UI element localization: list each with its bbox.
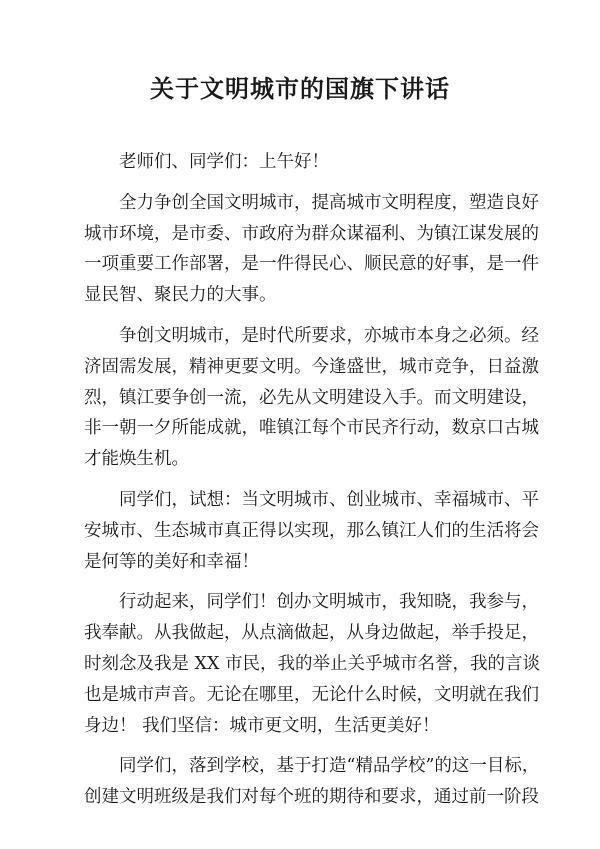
text-line: 济固需发展，精神更要文明。今逢盛世，城市竞争，日益激 bbox=[84, 356, 539, 377]
text-line: 一项重要工作部署，是一件得民心、顺民意的好事，是一件 bbox=[84, 254, 539, 275]
paragraph-3 bbox=[84, 485, 539, 577]
text-line: 争创文明城市，是时代所要求，亦城市本身之必须。经 bbox=[119, 325, 539, 346]
document-title: 关于文明城市的国旗下讲话 bbox=[150, 74, 450, 103]
text-line: 行动起来，同学们！创办文明城市，我知晓，我参与， bbox=[119, 592, 539, 613]
text-line: 我奉献。从我做起，从点滴做起，从身边做起，举手投足， bbox=[84, 623, 539, 644]
text-line: 同学们，试想：当文明城市、创业城市、幸福城市、平 bbox=[119, 489, 539, 510]
text-line: 老师们、同学们：上午好！ bbox=[119, 152, 329, 172]
text-line: 烈，镇江要争创一流，必先从文明建设入手。而文明建设， bbox=[84, 387, 539, 408]
text-line: 安城市、生态城市真正得以实现，那么镇江人们的生活将会 bbox=[84, 520, 539, 541]
text-line: 非一朝一夕所能成就，唯镇江每个市民齐行动，数京口古城 bbox=[84, 418, 539, 439]
text-line: 显民智、聚民力的大事。 bbox=[84, 285, 277, 306]
paragraph-5 bbox=[84, 751, 540, 813]
text-line: 才能焕生机。 bbox=[84, 449, 189, 470]
paragraph-1 bbox=[84, 188, 539, 311]
text-line: 是何等的美好和幸福！ bbox=[84, 551, 259, 572]
text-line: 全力争创全国文明城市，提高城市文明程度，塑造良好 bbox=[119, 192, 539, 213]
document-body bbox=[84, 147, 541, 813]
text-line: 也是城市声音。无论在哪里，无论什么时候，文明就在我们 bbox=[84, 684, 539, 705]
text-line: 同学们，落到学校，基于打造“精品学校”的这一目标， bbox=[119, 756, 540, 777]
text-line: 创建文明班级是我们对每个班的期待和要求，通过前一阶段 bbox=[84, 787, 539, 808]
paragraph-greeting bbox=[84, 147, 516, 178]
paragraph-4 bbox=[84, 587, 541, 741]
text-line: 城市环境，是市委、市政府为群众谋福利、为镇江谋发展的 bbox=[84, 223, 539, 244]
text-line: 身边！ 我们坚信：城市更文明，生活更美好！ bbox=[84, 715, 440, 736]
paragraph-2 bbox=[84, 321, 539, 475]
text-line: 时刻念及我是 XX 市民，我的举止关乎城市名誉，我的言谈 bbox=[84, 653, 541, 674]
